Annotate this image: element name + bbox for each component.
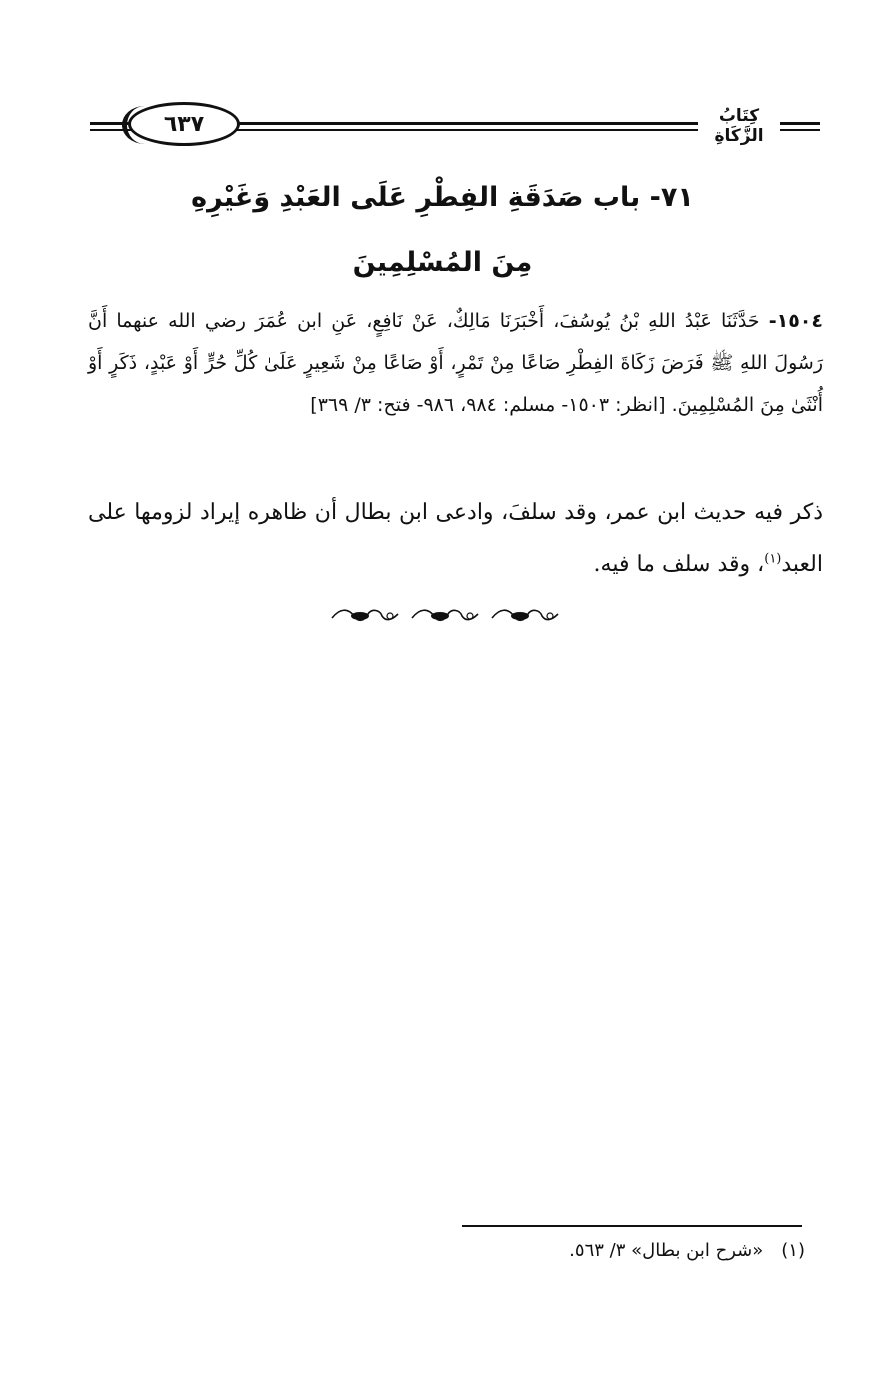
page-number-oval bbox=[128, 102, 240, 146]
footnote-separator bbox=[462, 1225, 802, 1227]
footnote-number: (١) bbox=[781, 1240, 805, 1261]
hadith-number: ١٥٠٤- bbox=[768, 310, 823, 332]
header-rule bbox=[208, 129, 698, 131]
ornament-flourish-icon bbox=[490, 606, 560, 626]
section-ornament bbox=[330, 604, 560, 628]
commentary-paragraph bbox=[88, 487, 823, 591]
chapter-title-line2: مِنَ المُسْلِمِينَ bbox=[352, 247, 533, 278]
hadith-text: حَدَّثَنَا عَبْدُ اللهِ بْنُ يُوسُفَ، أَخْبَرَنَا مَالِكٌ، عَنْ نَافِعٍ، عَنِ ابن عُمَرَ رضي الله عنهما أَنَّ رَسُولَ اللهِ ﷺ فَرَضَ زَكَاةَ الفِطْرِ صَاعًا مِنْ تَمْرٍ، أَوْ صَاعًا مِنْ شَعِيرٍ عَلَىٰ كُلِّ حُرٍّ أَوْ عَبْدٍ، ذَكَرٍ أَوْ أُنْثَىٰ مِنَ المُسْلِمِينَ. [انظر: ١٥٠٣- مسلم: ٩٨٤، ٩٨٦- فتح: ٣/ ٣٦٩] bbox=[88, 310, 823, 416]
header-rule bbox=[208, 122, 698, 125]
chapter-title-line1: ٧١- باب صَدَقَةِ الفِطْرِ عَلَى العَبْدِ وَغَيْرِهِ bbox=[191, 182, 694, 213]
footnote-text: «شرح ابن بطال» ٣/ ٥٦٣. bbox=[569, 1240, 764, 1261]
commentary-text: ذكر فيه حديث ابن عمر، وقد سلفَ، وادعى ابن بطال أن ظاهره إيراد لزومها على العبد bbox=[88, 500, 823, 577]
ornament-flourish-icon bbox=[330, 606, 400, 626]
page-number: ٦٣٧ bbox=[163, 111, 205, 137]
header-rule bbox=[780, 122, 820, 125]
hadith-paragraph bbox=[88, 300, 823, 426]
running-header bbox=[90, 100, 820, 150]
ornament-flourish-icon bbox=[410, 606, 480, 626]
header-rule bbox=[780, 129, 820, 131]
running-title: كِتَابُ الزَّكَاةِ bbox=[714, 106, 764, 146]
footnote-reference[interactable]: (١) bbox=[764, 551, 782, 567]
footnote-item bbox=[400, 1240, 805, 1261]
commentary-text-end: ، وقد سلف ما فيه. bbox=[593, 552, 765, 577]
